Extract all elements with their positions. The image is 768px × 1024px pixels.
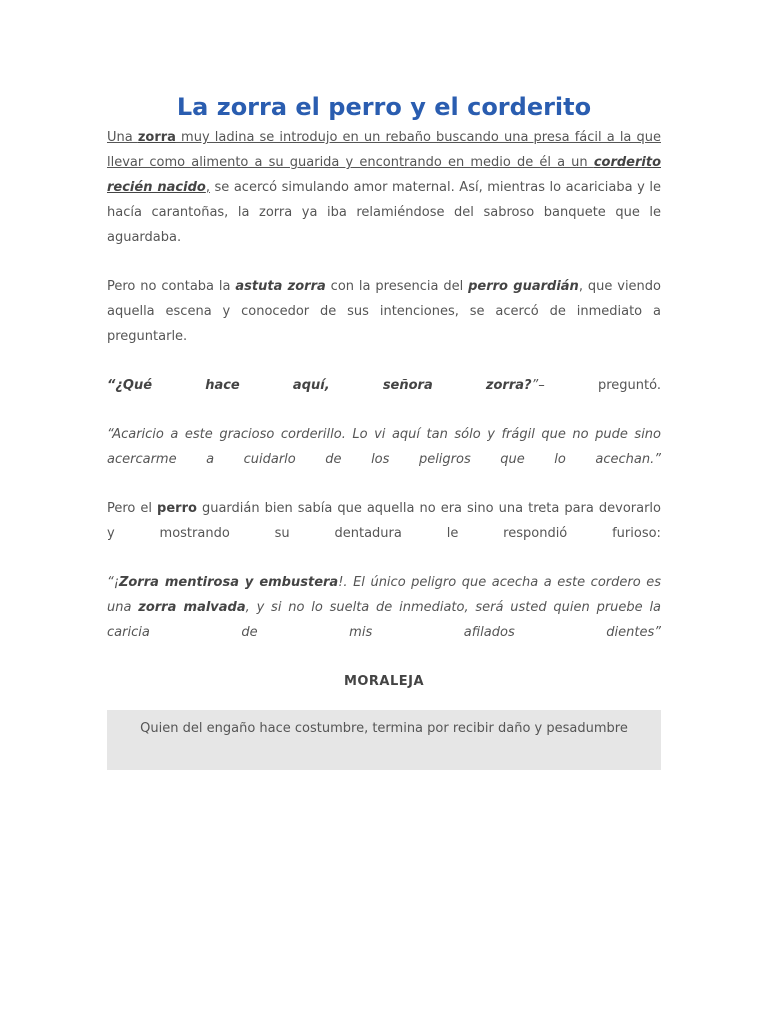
p6-zorra-mentirosa: Zorra mentirosa y embustera xyxy=(118,575,339,590)
p6-word: caricia xyxy=(107,625,150,640)
p1-zorra: zorra xyxy=(137,130,176,145)
p3-word-3: aquí, xyxy=(292,378,330,393)
p6-word: de xyxy=(241,625,258,640)
p5-text-a: Pero el xyxy=(107,501,158,516)
p5-perro: perro xyxy=(157,501,197,516)
p4-line-2 xyxy=(107,447,661,472)
paragraph-6 xyxy=(107,570,661,645)
p4-word: lo xyxy=(554,452,566,467)
p6-text-c: !. El único peligro que acecha a este cordero es xyxy=(338,575,661,590)
paragraph-4 xyxy=(107,422,661,472)
p6-text-d: una xyxy=(107,600,139,615)
moral-box xyxy=(107,710,661,770)
p2-text-e: , que viendo aquella escena y conocedor de sus intenciones, se acercó de inmediato a preguntarle. xyxy=(107,279,662,344)
p1-text-c: muy ladina se introdujo en un rebaño buscando una presa fácil a la que llevar como alimento a su guarida y encontrando en medio de él a un xyxy=(107,130,661,170)
p2-text-c: con la presencia del xyxy=(325,279,469,294)
p6-line-2 xyxy=(107,595,661,620)
p2-perro-guardian: perro guardián xyxy=(468,279,579,294)
p6-line-3 xyxy=(107,620,661,645)
p4-word: peligros xyxy=(418,452,471,467)
p4-word: de xyxy=(325,452,342,467)
p3-word-4: señora xyxy=(382,378,433,393)
p3-word-5: zorra? xyxy=(485,378,532,393)
p5-word: mostrando xyxy=(159,526,230,541)
paragraph-3 xyxy=(107,373,661,398)
p6-zorra-malvada: zorra malvada xyxy=(138,600,246,615)
p5-text-c: guardián bien sabía que aquella no era sino una treta para devorarlo xyxy=(196,501,661,516)
p3-word-5-group xyxy=(486,373,545,398)
paragraph-1 xyxy=(107,125,661,250)
p6-text-f: , y si no lo suelta de inmediato, será usted quien pruebe la xyxy=(245,600,662,615)
p5-line-1 xyxy=(107,496,661,521)
p2-text-a: Pero no contaba la xyxy=(107,279,236,294)
p3-word-2: hace xyxy=(205,378,240,393)
paragraph-5 xyxy=(107,496,661,546)
p4-word: cuidarlo xyxy=(243,452,296,467)
page-title: La zorra el perro y el corderito xyxy=(176,93,592,121)
p6-line-1 xyxy=(107,570,661,595)
p4-word: acechan.” xyxy=(595,452,661,467)
p5-word: su xyxy=(274,526,290,541)
p1-corderito: corderito recién nacido xyxy=(107,155,661,195)
p5-word: le xyxy=(446,526,459,541)
story-body xyxy=(107,125,661,770)
moral-text: Quien del engaño hace costumbre, termina por recibir daño y pesadumbre xyxy=(140,721,628,736)
p1-text-a: Una xyxy=(107,130,138,145)
p4-word: que xyxy=(500,452,525,467)
p1-comma: , xyxy=(205,180,210,195)
p6-text-a: “¡ xyxy=(107,575,119,590)
p1-text-f: se acercó simulando amor maternal. Así, mientras lo acariciaba y le hacía carantoñas, la zorra ya iba relamiéndose del sabroso banquete que le aguardaba. xyxy=(107,180,661,245)
p6-word: mis xyxy=(349,625,373,640)
p3-word-1: “¿Qué xyxy=(107,378,153,393)
p3-word-6: preguntó. xyxy=(597,378,661,393)
p5-line-2 xyxy=(107,521,661,546)
p4-word: los xyxy=(371,452,390,467)
p5-word: dentadura xyxy=(334,526,402,541)
p6-word: dientes” xyxy=(606,625,661,640)
p5-word: respondió xyxy=(503,526,568,541)
p5-word: furioso: xyxy=(612,526,661,541)
p4-word: a xyxy=(206,452,215,467)
p5-word: y xyxy=(107,526,115,541)
p4-line-1: “Acaricio a este gracioso corderillo. Lo vi aquí tan sólo y frágil que no pude sino xyxy=(107,427,661,442)
p4-word: acercarme xyxy=(107,452,177,467)
p2-astuta-zorra: astuta zorra xyxy=(235,279,326,294)
moraleja-heading: MORALEJA xyxy=(343,674,425,689)
p3-quote-dash: ”– xyxy=(531,378,545,393)
p6-word: afilados xyxy=(463,625,515,640)
paragraph-2 xyxy=(107,274,661,349)
